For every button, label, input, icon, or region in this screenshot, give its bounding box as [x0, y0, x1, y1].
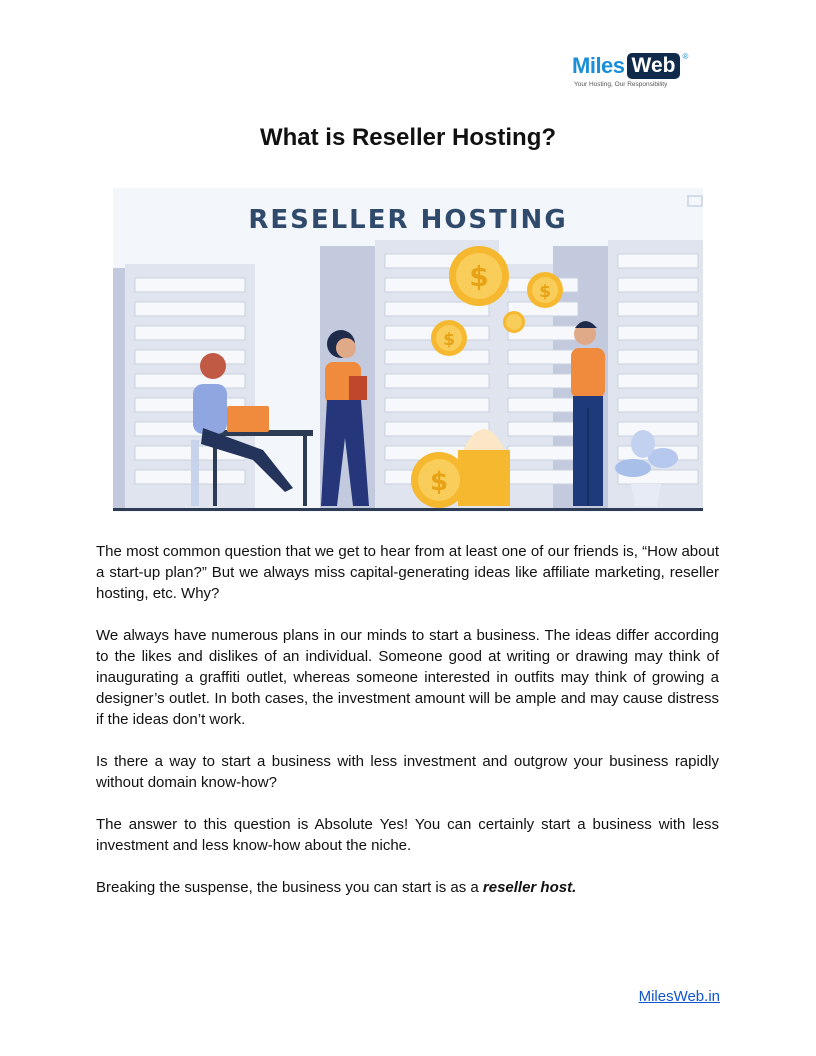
milesweb-logo	[572, 52, 706, 94]
server-racks	[113, 240, 703, 508]
rack-slot	[618, 374, 698, 388]
paragraph: The most common question that we get to hear from at least one of our friends is, “How about a start-up plan?” But we always miss capital-generating ideas like affiliate marketing, reseller hosting, etc. Why?	[96, 543, 719, 602]
hero-banner-text: RESELLER HOSTING	[248, 205, 568, 235]
paragraph: The answer to this question is Absolute Yes! You can certainly start a business with less investment and less know-how about the niche.	[96, 816, 719, 854]
svg-text:$: $	[469, 260, 489, 293]
rack-slot	[618, 326, 698, 340]
logo-miles-text: Miles	[572, 53, 625, 78]
rack-slot	[385, 350, 489, 364]
svg-text:$: $	[539, 282, 551, 302]
rack-slot	[135, 470, 245, 484]
closing-emphasis: reseller host.	[482, 879, 577, 896]
svg-text:$: $	[443, 330, 455, 350]
rack-slot	[508, 446, 578, 460]
rack-slot	[618, 278, 698, 292]
footer-website-link[interactable]: MilesWeb.in	[638, 988, 720, 1005]
rack-slot	[508, 350, 578, 364]
rack-slot	[508, 374, 578, 388]
rack-slot	[135, 350, 245, 364]
svg-text:$: $	[429, 467, 449, 497]
standing-person-observing	[571, 321, 605, 506]
paragraph: Is there a way to start a business with less investment and outgrow your business rapidly without domain know-how?	[96, 753, 719, 791]
rack-slot	[135, 278, 245, 292]
rack-slot	[135, 302, 245, 316]
paragraph: We always have numerous plans in our minds to start a business. The ideas differ according to the likes and dislikes of an individual. Someone good at writing or drawing may think of inaugurating a graffiti outlet, whereas someone interested in outfits may think of growing a designer’s outlet. In both cases, the investment amount will be ample and may cause distress if the ideas don’t work.	[96, 627, 719, 728]
rack-slot	[135, 326, 245, 340]
rack-slot	[618, 422, 698, 436]
registered-mark: ®	[682, 52, 689, 61]
rack-slot	[508, 422, 578, 436]
closing-text: Breaking the suspense, the business you can start is as a	[96, 879, 483, 896]
page-title: What is Reseller Hosting?	[259, 124, 557, 151]
closing-paragraph	[96, 877, 719, 898]
rack-slot	[618, 302, 698, 316]
rack-slot	[385, 374, 489, 388]
logo-tagline: Your Hosting, Our Responsibility	[574, 81, 668, 88]
rack-slot	[508, 470, 578, 484]
rack-slot	[618, 350, 698, 364]
rack-slot	[508, 398, 578, 412]
rack-slot	[618, 254, 698, 268]
article-body	[96, 541, 719, 919]
rack-slot	[385, 398, 489, 412]
rack-slot	[135, 374, 245, 388]
rack-slot	[618, 398, 698, 412]
reseller-hosting-illustration	[113, 188, 703, 512]
rack-slot	[385, 422, 489, 436]
logo-web-text: Web	[627, 53, 681, 79]
